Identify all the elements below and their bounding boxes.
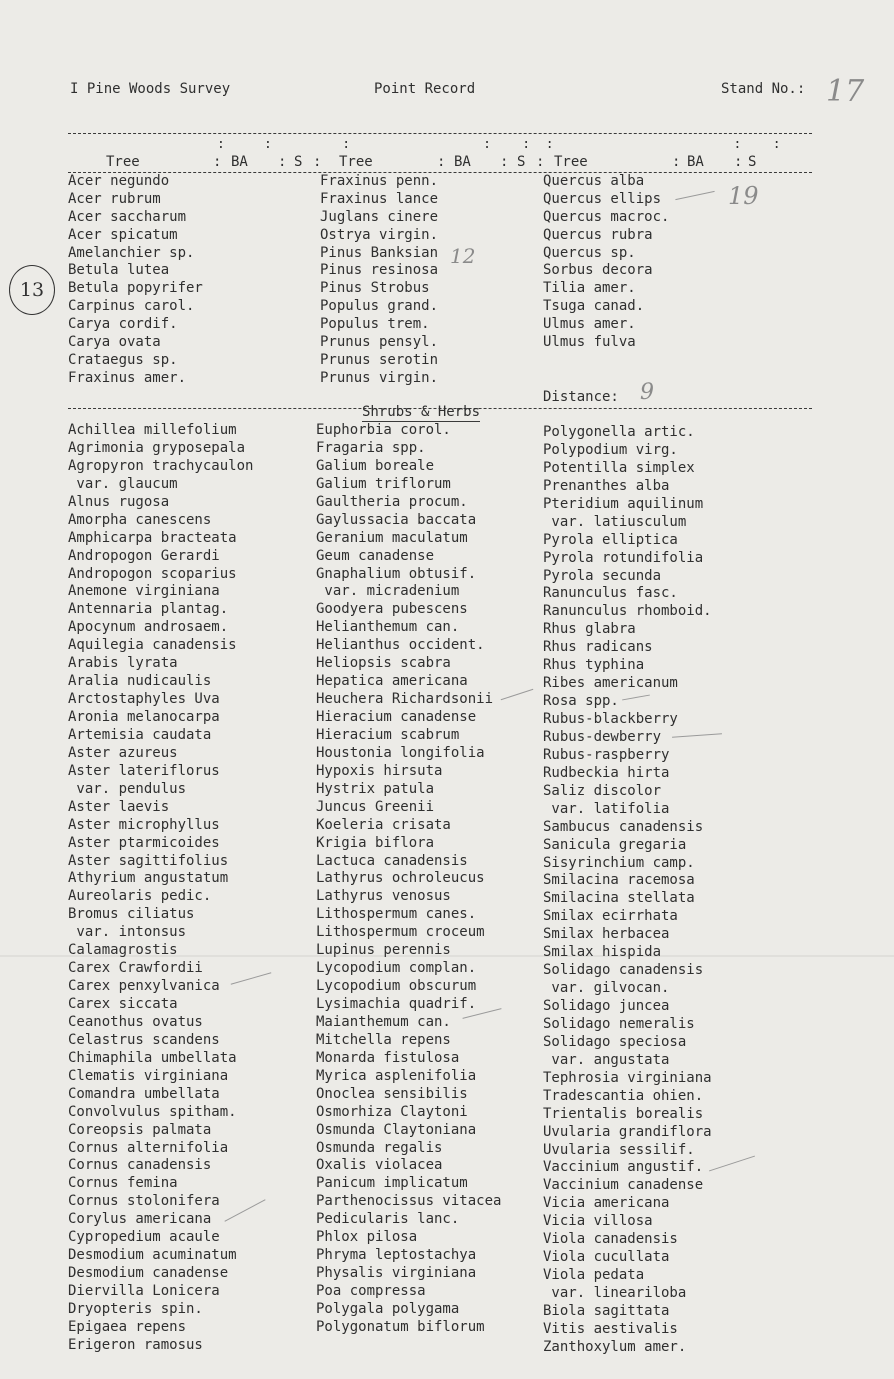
list-item: Potentilla simplex: [543, 459, 695, 476]
survey-title: I Pine Woods Survey: [70, 81, 231, 97]
list-item: Coreopsis palmata: [68, 1121, 212, 1138]
list-item: Krigia biflora: [316, 834, 435, 851]
list-item: Polygonella artic.: [543, 424, 695, 440]
list-item: Aronia melanocarpa: [68, 709, 220, 725]
col-tree-2: Tree: [339, 154, 373, 170]
list-item: Aster microphyllus: [68, 816, 220, 833]
handwritten-tick: [709, 1156, 755, 1172]
list-item: Vaccinium canadense: [543, 1177, 704, 1194]
list-item: Pyrola elliptica: [543, 531, 678, 548]
list-item: Erigeron ramosus: [68, 1336, 203, 1353]
list-item: Phlox pilosa: [316, 1229, 418, 1246]
col-sep: :: [734, 154, 743, 170]
tree-column-2: [320, 173, 438, 388]
col-ba-3: BA: [687, 154, 704, 170]
list-item: Goodyera pubescens: [316, 601, 468, 618]
list-item: Ranunculus rhomboid.: [543, 603, 712, 620]
list-item: Rhus radicans: [543, 639, 653, 656]
list-item: Lithospermum croceum: [316, 924, 485, 941]
list-item: Alnus rugosa: [68, 493, 170, 510]
list-item: var. angustata: [543, 1051, 670, 1068]
list-item: var. pendulus: [68, 780, 187, 797]
col-tree-1: Tree: [106, 154, 140, 170]
list-item: Diervilla Lonicera: [68, 1283, 220, 1299]
list-item: Gaylussacia baccata: [316, 511, 477, 528]
list-item: Uvularia grandiflora: [543, 1123, 712, 1140]
shrubs-column-2: [316, 422, 501, 1337]
colon-marks: : : : : : : : :: [217, 137, 781, 152]
col-sep: :: [500, 154, 509, 170]
list-item: Hystrix patula: [316, 780, 435, 797]
list-item: Aralia nudicaulis: [68, 673, 212, 690]
list-item: Parthenocissus vitacea: [316, 1193, 502, 1210]
list-item: Smilax ecirrhata: [543, 908, 678, 925]
list-item: Cornus femina: [68, 1175, 178, 1192]
list-item: Apocynum androsaem.: [68, 619, 229, 636]
list-item: Polygonatum biflorum: [316, 1318, 485, 1335]
list-item: Koeleria crisata: [316, 816, 451, 833]
divider-top: [68, 133, 812, 134]
list-item: Acer saccharum: [68, 208, 187, 225]
list-item: Aster ptarmicoides: [68, 834, 220, 851]
list-item: Sisyrinchium camp.: [543, 854, 695, 871]
list-item: Pyrola rotundifolia: [543, 549, 704, 566]
col-sep: :: [437, 154, 446, 170]
list-item: Prenanthes alba: [543, 477, 670, 494]
list-item: Polypodium virg.: [543, 441, 678, 458]
list-item: Ceanothus ovatus: [68, 1013, 203, 1030]
list-item: Onoclea sensibilis: [316, 1085, 468, 1102]
list-item: Sanicula gregaria: [543, 836, 687, 853]
list-item: Biola sagittata: [543, 1302, 670, 1319]
list-item: Hypoxis hirsuta: [316, 762, 443, 779]
list-item: Heliopsis scabra: [316, 655, 451, 672]
list-item: Rhus typhina: [543, 657, 645, 674]
list-item: Helianthus occident.: [316, 637, 485, 654]
list-item: Amelanchier sp.: [68, 244, 195, 261]
list-item: Tradescantia ohien.: [543, 1087, 704, 1104]
list-item: Aster lateriflorus: [68, 762, 220, 779]
list-item: Populus grand.: [320, 298, 439, 315]
list-item: Fraxinus penn.: [320, 173, 439, 189]
list-item: Trientalis borealis: [543, 1105, 704, 1122]
list-item: Saliz discolor: [543, 782, 662, 799]
list-item: var. lineariloba: [543, 1285, 687, 1301]
list-item: Gaultheria procum.: [316, 493, 468, 510]
list-item: Ulmus amer.: [543, 316, 636, 333]
list-item: Rubus-raspberry: [543, 746, 670, 763]
list-item: Hepatica americana: [316, 673, 468, 690]
list-item: Amorpha canescens: [68, 511, 212, 528]
distance-value: 9: [640, 380, 654, 405]
list-item: Populus trem.: [320, 316, 430, 333]
list-item: Zanthoxylum amer.: [543, 1338, 687, 1355]
list-item: Solidago canadensis: [543, 962, 704, 979]
list-item: Desmodium canadense: [68, 1265, 229, 1282]
list-item: Bromus ciliatus: [68, 906, 195, 923]
list-item: Acer spicatum: [68, 226, 178, 243]
list-item: Smilax hispida: [543, 944, 662, 961]
list-item: Epigaea repens: [68, 1318, 187, 1335]
list-item: Acer rubrum: [68, 190, 161, 207]
col-ba-1: BA: [231, 154, 248, 170]
list-item: Prunus pensyl.: [320, 334, 439, 351]
list-item: Aureolaris pedic.: [68, 888, 212, 905]
list-item: Celastrus scandens: [68, 1031, 220, 1048]
list-item: Ostrya virgin.: [320, 226, 439, 243]
list-item: Hieracium canadense: [316, 709, 477, 725]
list-item: Lithospermum canes.: [316, 906, 477, 923]
list-item: Lathyrus ochroleucus: [316, 870, 485, 887]
list-item: Pyrola secunda: [543, 567, 662, 584]
list-item: Rubus-dewberry: [543, 728, 662, 745]
list-item: var. intonsus: [68, 924, 187, 941]
handwritten-value-quercus-ellips: 19: [728, 182, 759, 210]
list-item: Rhus glabra: [543, 621, 636, 638]
list-item: Osmunda Claytoniana: [316, 1121, 477, 1138]
list-item: Physalis virginiana: [316, 1265, 477, 1282]
list-item: Betula lutea: [68, 262, 170, 279]
list-item: Myrica asplenifolia: [316, 1067, 477, 1084]
list-item: Poa compressa: [316, 1283, 426, 1299]
list-item: Cornus canadensis: [68, 1157, 212, 1174]
list-item: Desmodium acuminatum: [68, 1247, 237, 1264]
list-item: Carya cordif.: [68, 316, 178, 333]
list-item: Quercus alba: [543, 173, 645, 189]
list-item: Tilia amer.: [543, 280, 636, 297]
list-item: Quercus macroc.: [543, 208, 670, 225]
list-item: Euphorbia corol.: [316, 422, 451, 438]
list-item: Fragaria spp.: [316, 439, 426, 456]
list-item: Ranunculus fasc.: [543, 585, 678, 602]
list-item: var. glaucum: [68, 475, 178, 492]
list-item: Lycopodium complan.: [316, 960, 477, 977]
list-item: Galium triflorum: [316, 475, 451, 492]
list-item: Andropogon Gerardi: [68, 547, 220, 564]
list-item: Solidago juncea: [543, 998, 670, 1014]
list-item: Smilax herbacea: [543, 926, 670, 943]
list-item: Carex penxylvanica: [68, 978, 220, 995]
list-item: Mitchella repens: [316, 1031, 451, 1048]
list-item: Lupinus perennis: [316, 942, 451, 959]
list-item: Lathyrus venosus: [316, 888, 451, 905]
list-item: Lysimachia quadrif.: [316, 996, 477, 1012]
list-item: Aster azureus: [68, 744, 178, 761]
col-s-2: S: [517, 154, 526, 170]
list-item: Vaccinium angustif.: [543, 1159, 704, 1176]
list-item: Gnaphalium obtusif.: [316, 565, 477, 582]
list-item: Helianthemum can.: [316, 619, 460, 636]
list-item: Clematis virginiana: [68, 1067, 229, 1084]
list-item: Solidago nemeralis: [543, 1015, 695, 1032]
handwritten-tick: [675, 191, 714, 200]
list-item: Viola cucullata: [543, 1249, 670, 1266]
tree-column-3: [543, 173, 669, 352]
list-item: Quercus ellips: [543, 190, 662, 207]
list-item: Viola canadensis: [543, 1231, 678, 1248]
list-item: Sambucus canadensis: [543, 818, 704, 835]
list-item: Aster sagittifolius: [68, 852, 229, 869]
list-item: Aster laevis: [68, 798, 170, 815]
list-item: Carya ovata: [68, 334, 161, 351]
list-item: Cypropedium acaule: [68, 1229, 220, 1246]
list-item: Achillea millefolium: [68, 422, 237, 438]
list-item: Monarda fistulosa: [316, 1049, 460, 1066]
list-item: Hieracium scabrum: [316, 726, 460, 743]
distance-label: Distance:: [543, 389, 619, 405]
list-item: Phryma leptostachya: [316, 1247, 477, 1264]
list-item: Panicum implicatum: [316, 1175, 468, 1192]
list-item: Solidago speciosa: [543, 1033, 687, 1050]
shrubs-column-3: [543, 424, 712, 1357]
list-item: var. latifolia: [543, 800, 670, 817]
list-item: Pinus Banksian: [320, 244, 439, 261]
margin-note: 13: [9, 265, 55, 315]
shrubs-column-1: [68, 422, 253, 1355]
list-item: Geranium maculatum: [316, 529, 468, 546]
list-item: Convolvulus spitham.: [68, 1103, 237, 1120]
handwritten-value-pinus-banksian: 12: [450, 244, 476, 268]
list-item: Oxalis violacea: [316, 1157, 443, 1174]
list-item: Tsuga canad.: [543, 298, 645, 315]
list-item: Ribes americanum: [543, 675, 678, 692]
col-s-1: S: [294, 154, 303, 170]
list-item: Pedicularis lanc.: [316, 1211, 460, 1228]
list-item: var. latiusculum: [543, 513, 687, 530]
list-item: Athyrium angustatum: [68, 870, 229, 887]
list-item: Prunus serotin: [320, 351, 439, 368]
list-item: Antennaria plantag.: [68, 601, 229, 618]
list-item: Prunus virgin.: [320, 369, 439, 386]
list-item: Pinus Strobus: [320, 280, 430, 297]
list-item: Dryopteris spin.: [68, 1300, 203, 1317]
handwritten-tick: [501, 689, 534, 700]
list-item: Lycopodium obscurum: [316, 978, 477, 995]
list-item: Vicia villosa: [543, 1213, 653, 1230]
list-item: var. micradenium: [316, 583, 460, 600]
list-item: Chimaphila umbellata: [68, 1049, 237, 1066]
col-sep: :: [536, 154, 545, 170]
list-item: Carex Crawfordii: [68, 960, 203, 977]
list-item: Calamagrostis: [68, 942, 178, 959]
list-item: Arctostaphyles Uva: [68, 691, 220, 708]
list-item: Corylus americana: [68, 1211, 212, 1228]
list-item: Agrimonia gryposepala: [68, 439, 246, 456]
list-item: Osmorhiza Claytoni: [316, 1103, 468, 1120]
list-item: var. gilvocan.: [543, 980, 670, 997]
list-item: Betula popyrifer: [68, 280, 203, 297]
list-item: Arabis lyrata: [68, 655, 178, 672]
list-item: Tephrosia virginiana: [543, 1069, 712, 1086]
col-tree-3: Tree: [554, 154, 588, 170]
list-item: Amphicarpa bracteata: [68, 529, 237, 546]
list-item: Maianthemum can.: [316, 1013, 451, 1030]
stand-label: Stand No.:: [721, 81, 806, 97]
list-item: Crataegus sp.: [68, 351, 178, 368]
col-sep: :: [213, 154, 222, 170]
list-item: Pteridium aquilinum: [543, 495, 704, 512]
list-item: Smilacina racemosa: [543, 872, 695, 889]
list-item: Geum canadense: [316, 547, 435, 564]
list-item: Heuchera Richardsonii: [316, 691, 494, 708]
list-item: Carpinus carol.: [68, 298, 195, 315]
list-item: Quercus sp.: [543, 244, 636, 261]
list-item: Agropyron trachycaulon: [68, 457, 254, 474]
col-ba-2: BA: [454, 154, 471, 170]
list-item: Polygala polygama: [316, 1300, 460, 1317]
list-item: Rudbeckia hirta: [543, 764, 670, 781]
list-item: Artemisia caudata: [68, 726, 212, 743]
list-item: Sorbus decora: [543, 262, 653, 279]
list-item: Smilacina stellata: [543, 890, 695, 907]
stand-number: 17: [826, 74, 865, 109]
list-item: Comandra umbellata: [68, 1085, 220, 1102]
list-item: Carex siccata: [68, 996, 178, 1012]
list-item: Pinus resinosa: [320, 262, 439, 279]
list-item: Fraxinus lance: [320, 190, 439, 207]
list-item: Fraxinus amer.: [68, 369, 187, 386]
list-item: Houstonia longifolia: [316, 744, 485, 761]
list-item: Cornus alternifolia: [68, 1139, 229, 1156]
list-item: Quercus rubra: [543, 226, 653, 243]
list-item: Lactuca canadensis: [316, 852, 468, 869]
list-item: Acer negundo: [68, 173, 170, 189]
shrubs-herbs-title: Shrubs & Herbs: [362, 404, 481, 420]
list-item: Vicia americana: [543, 1195, 670, 1212]
col-sep: :: [313, 154, 322, 170]
list-item: Cornus stolonifera: [68, 1193, 220, 1210]
list-item: Aquilegia canadensis: [68, 637, 237, 654]
list-item: Viola pedata: [543, 1267, 645, 1284]
list-item: Uvularia sessilif.: [543, 1141, 695, 1158]
list-item: Ulmus fulva: [543, 334, 636, 351]
list-item: Galium boreale: [316, 457, 435, 474]
list-item: Osmunda regalis: [316, 1139, 443, 1156]
list-item: Andropogon scoparius: [68, 565, 237, 582]
col-sep: :: [672, 154, 681, 170]
tree-column-1: [68, 173, 203, 388]
list-item: Juglans cinere: [320, 208, 439, 225]
list-item: Anemone virginiana: [68, 583, 220, 600]
list-item: Vitis aestivalis: [543, 1320, 678, 1337]
col-s-3: S: [748, 154, 757, 170]
record-type: Point Record: [374, 81, 476, 97]
list-item: Juncus Greenii: [316, 798, 435, 815]
list-item: Rosa spp.: [543, 693, 619, 710]
list-item: Rubus-blackberry: [543, 711, 678, 727]
col-sep: :: [278, 154, 287, 170]
